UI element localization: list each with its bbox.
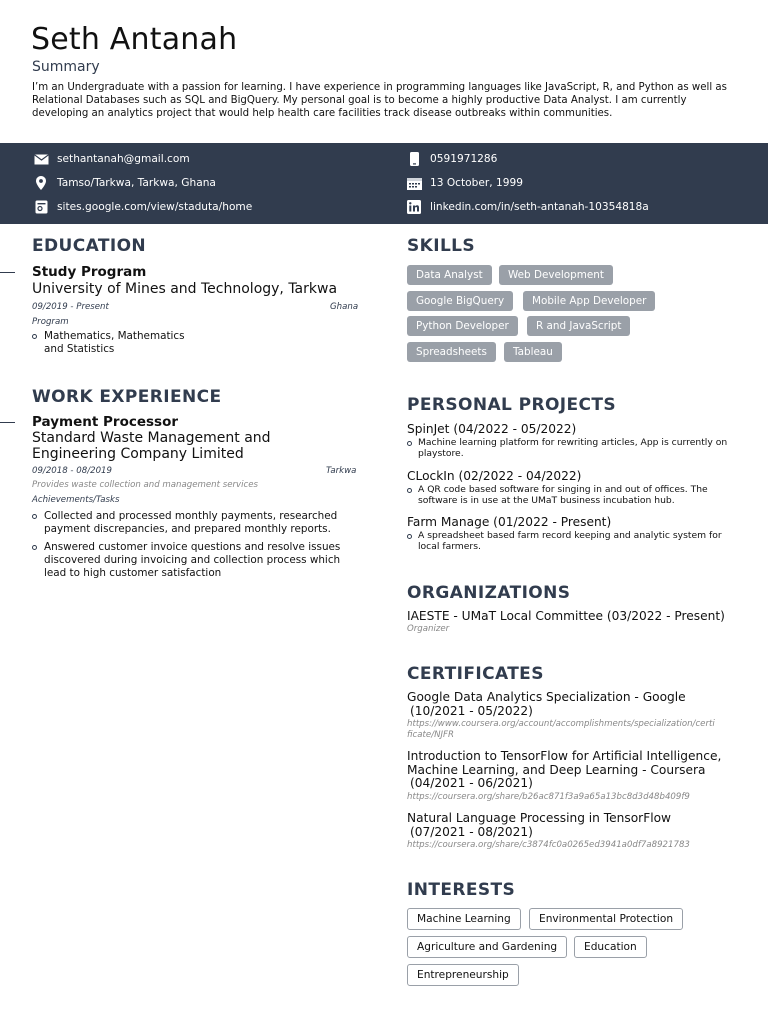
certificate-title (407, 691, 686, 718)
certificate-link-line: https://coursera.org/share/c3874fc0a0265ed3941a0df7a8921783 (407, 840, 690, 850)
task-item: Collected and processed monthly payments, researched payment discrepancies, and prepared monthly reports. (32, 510, 348, 536)
calendar-icon (406, 176, 422, 190)
course-item: Mathematics, Mathematics and Statistics (32, 330, 197, 356)
summary-heading: Summary (32, 59, 100, 75)
contact-phone[interactable] (406, 152, 497, 166)
contact-birthday (406, 176, 523, 190)
resume-name: Seth Antanah (31, 22, 238, 57)
certificate-title-line: (04/2021 - 06/2021) (410, 776, 533, 790)
email-text: sethantanah@gmail.com (57, 153, 190, 165)
certificate-title (407, 750, 721, 791)
website-text: sites.google.com/view/staduta/home (57, 201, 253, 213)
education-program: Study Program (32, 264, 147, 280)
work-heading: WORK EXPERIENCE (32, 387, 222, 407)
education-program-label: Program (32, 317, 69, 327)
skill-tag: Web Development (499, 265, 613, 285)
education-school: University of Mines and Technology, Tarkwa (32, 281, 338, 297)
organization-role: Organizer (407, 624, 450, 634)
work-tasks (32, 510, 348, 580)
education-location: Ghana (330, 302, 359, 312)
contact-email[interactable] (33, 152, 190, 166)
skill-tag: Python Developer (407, 316, 518, 336)
project-desc-list (407, 438, 737, 459)
work-company: Standard Waste Management and Engineering Company Limited (32, 430, 271, 462)
summary-text: I’m an Undergraduate with a passion for learning. I have experience in programming languages like JavaScript, R, and Python as well as Relational Databases such as SQL and BigQuery. My personal goal is to become a highly productive Data Analyst. I am currently developing an analytics project that would help health care facilities track disease outbreaks within communities. (32, 82, 727, 119)
education-dates: 09/2019 - Present (32, 302, 109, 312)
contact-location (33, 176, 216, 190)
certificate-title-line: Introduction to TensorFlow for Artificial Intelligence, (407, 749, 722, 763)
skill-tag: Data Analyst (407, 265, 492, 285)
linkedin-text: linkedin.com/in/seth-antanah-10354818a (430, 201, 649, 213)
organization-name: IAESTE - UMaT Local Committee (03/2022 - Present) (407, 609, 725, 623)
skill-tag: Spreadsheets (407, 342, 496, 362)
certificate-title (407, 812, 671, 839)
certificate-title-line: Google Data Analytics Specialization - Google (407, 690, 686, 704)
work-dates: 09/2018 - 08/2019 (32, 466, 112, 476)
project-desc: A spreadsheet based farm record keeping and analytic system for local farmers. (407, 531, 737, 552)
project-desc-list (407, 531, 737, 552)
skill-tag: Tableau (504, 342, 562, 362)
work-marker (0, 422, 15, 423)
location-text: Tamso/Tarkwa, Tarkwa, Ghana (57, 177, 216, 189)
certificate-title-line: Natural Language Processing in TensorFlow (407, 811, 672, 825)
work-description: Provides waste collection and management services (32, 480, 258, 490)
certificate-title-line: (10/2021 - 05/2022) (410, 703, 533, 718)
certificate-link-line: https://coursera.org/share/b26ac871f3a9a65a13bc8d3d48b409f9 (407, 792, 690, 802)
interest-tag: Environmental Protection (529, 908, 683, 930)
certificates-heading: CERTIFICATES (407, 664, 544, 684)
organizations-heading: ORGANIZATIONS (407, 583, 571, 603)
skill-tag: Mobile App Developer (523, 291, 655, 311)
contact-website[interactable] (33, 200, 252, 214)
certificate-link[interactable] (407, 792, 690, 803)
map-pin-icon (33, 176, 49, 190)
interest-tag: Machine Learning (407, 908, 521, 930)
project-title: Farm Manage (01/2022 - Present) (407, 515, 612, 529)
work-achievements-label: Achievements/Tasks (32, 495, 120, 505)
education-heading: EDUCATION (32, 236, 147, 256)
certificate-title-line: Machine Learning, and Deep Learning - Coursera (407, 762, 706, 777)
work-location: Tarkwa (326, 466, 357, 476)
skills-heading: SKILLS (407, 236, 476, 256)
envelope-icon (33, 152, 49, 166)
certificate-link-line: https://www.coursera.org/account/accomplishments/specialization/certi (407, 719, 715, 729)
interests-heading: INTERESTS (407, 880, 516, 900)
birthday-text: 13 October, 1999 (430, 177, 523, 189)
education-courses (32, 330, 197, 356)
project-desc: Machine learning platform for rewriting articles, App is currently on playstore. (407, 438, 737, 459)
interest-tag: Agriculture and Gardening (407, 936, 567, 958)
project-title: CLockIn (02/2022 - 04/2022) (407, 469, 582, 483)
project-desc: A QR code based software for singing in and out of offices. The software is in use at the UMaT business incubation hub. (407, 485, 727, 506)
certificate-link[interactable] (407, 719, 742, 741)
skill-tag: R and JavaScript (527, 316, 630, 336)
contact-linkedin[interactable] (406, 200, 649, 214)
projects-heading: PERSONAL PROJECTS (407, 395, 617, 415)
project-desc-list (407, 485, 727, 506)
task-item: Answered customer invoice questions and resolve issues discovered during invoicing and collection process which lead to high customer satisfaction (32, 541, 348, 580)
project-title: SpinJet (04/2022 - 05/2022) (407, 422, 577, 436)
phone-icon (406, 152, 422, 166)
linkedin-icon (406, 200, 422, 214)
education-marker (0, 272, 15, 273)
interest-tag: Education (574, 936, 647, 958)
interest-tag: Entrepreneurship (407, 964, 519, 986)
certificate-title-line: (07/2021 - 08/2021) (410, 824, 533, 839)
web-page-icon (33, 200, 49, 214)
certificate-link[interactable] (407, 840, 690, 851)
certificate-link-line: ficate/NJFR (407, 730, 454, 740)
work-role: Payment Processor (32, 414, 179, 430)
skill-tag: Google BigQuery (407, 291, 513, 311)
phone-text: 0591971286 (430, 153, 498, 165)
